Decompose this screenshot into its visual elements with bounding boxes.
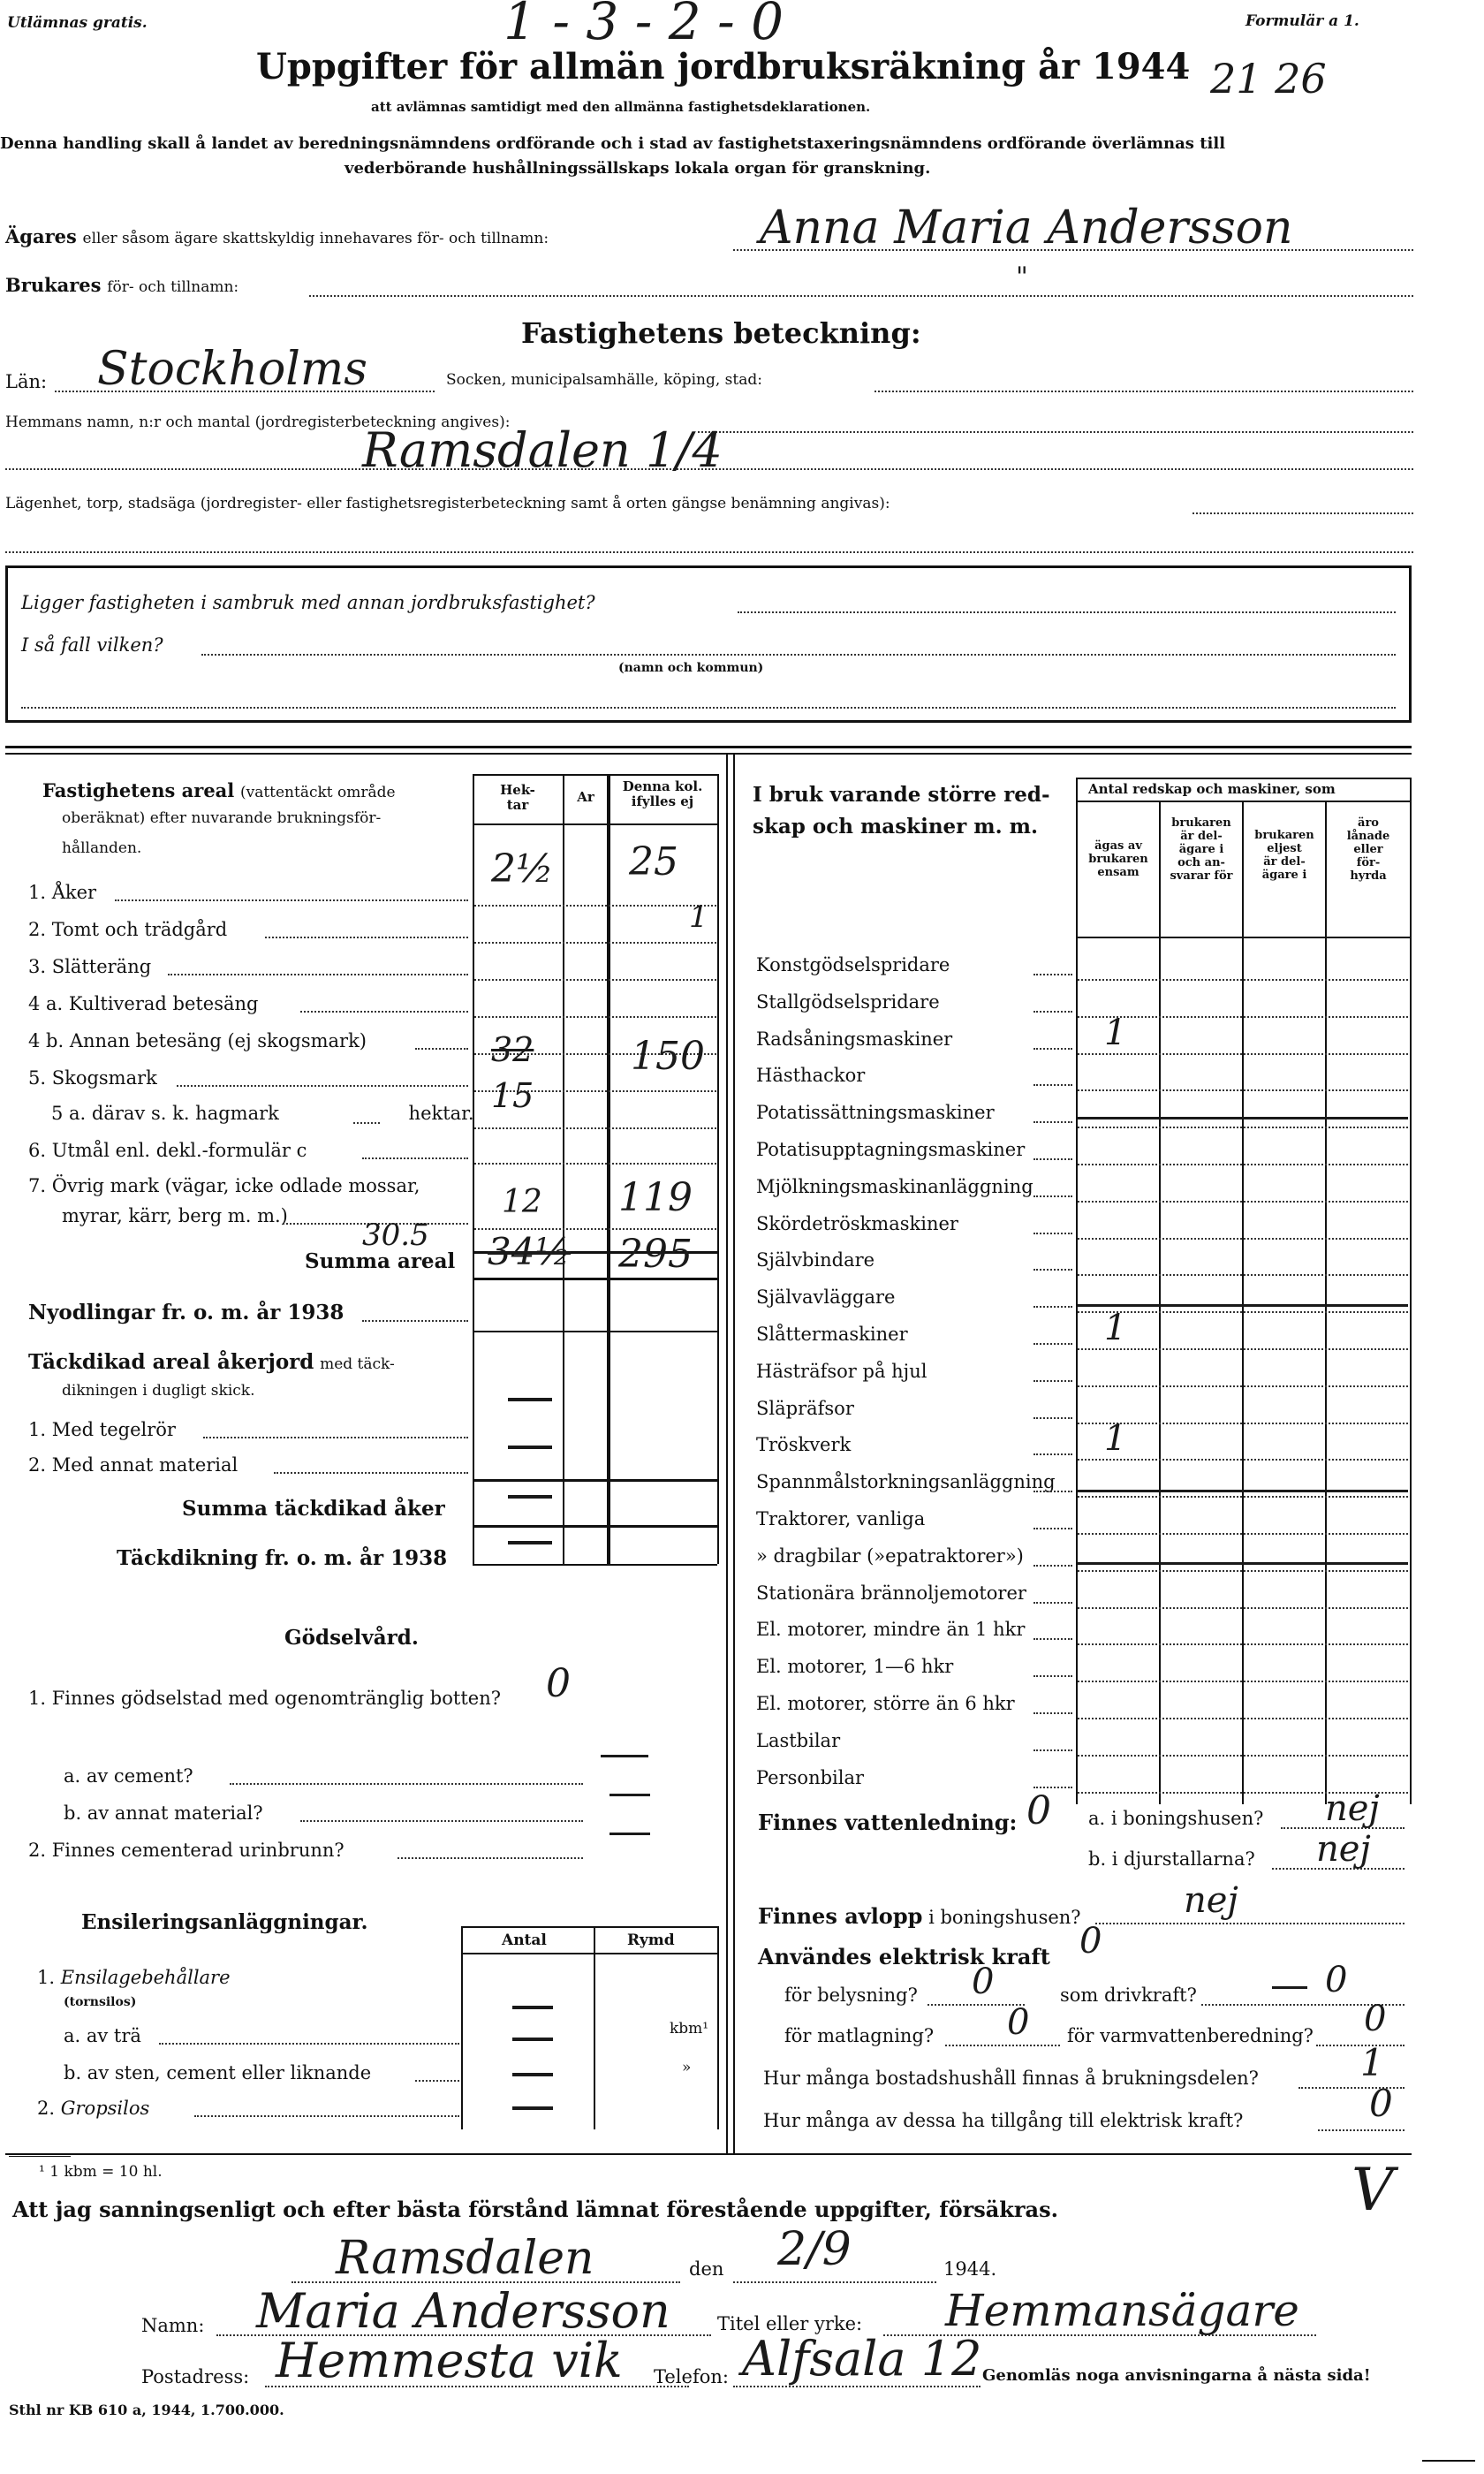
avlopp-label: Finnes avlopp i boningshusen?: [758, 1903, 1081, 1929]
godsel-q2-dash[interactable]: [610, 1833, 650, 1835]
leader-ra: [159, 2043, 459, 2045]
footer-note: Genomläs noga anvisningarna å nästa sida!: [982, 2366, 1371, 2385]
machine-row-label: Hästhackor: [756, 1065, 866, 1086]
godsel-qb: b. av annat material?: [64, 1802, 263, 1824]
machine-row-separator: [1078, 1164, 1408, 1165]
tillgang-value[interactable]: 0: [1369, 2082, 1393, 2125]
godsel-qa-dash[interactable]: [601, 1755, 648, 1757]
handwritten-number: 21 26: [1210, 55, 1327, 102]
machine-row-separator: [1078, 1459, 1408, 1461]
areal-title-2: oberäknat) efter nuvarande brukningsför-: [62, 809, 382, 827]
machine-row-separator: [1078, 1348, 1408, 1350]
aker-denna[interactable]: 25: [629, 839, 678, 884]
machine-row-count[interactable]: 1: [1104, 1013, 1127, 1053]
leader-qb: [300, 1820, 583, 1822]
sambruk-box: [5, 565, 1412, 723]
tillgang-question: Hur många av dessa ha tillgång till elektrisk kraft?: [763, 2110, 1244, 2131]
areal-row-utmal: 6. Utmål enl. dekl.-formulär c: [28, 1140, 307, 1161]
sambruk-line-3: [21, 707, 1396, 709]
sambruk-note: (namn och kommun): [618, 661, 764, 675]
lagenhet-label: Lägenhet, torp, stadsäga (jordregister- eller fastighetsregisterbeteckning samt å orten gängse benämning angivas):: [5, 495, 890, 512]
form-subtitle: att avlämnas samtidigt med den allmänna fastighetsdeklarationen.: [371, 99, 871, 115]
machine-row-separator: [1078, 1607, 1408, 1609]
main-divider-b: [733, 753, 735, 2153]
machine-row-separator: [1078, 1533, 1408, 1535]
user-label: Brukares för- och tillnamn:: [5, 274, 239, 296]
machine-row-leader: [1034, 1565, 1072, 1567]
mach-col-4: [1325, 801, 1327, 1804]
machine-row-leader: [1034, 1675, 1072, 1677]
owner-value[interactable]: Anna Maria Andersson: [760, 201, 1293, 254]
leader-skog: [177, 1085, 468, 1087]
matlagning-label: för matlagning?: [784, 2025, 935, 2046]
areal-row-kultiverad: 4 a. Kultiverad betesäng: [28, 993, 259, 1014]
areal-col-top: [473, 774, 717, 776]
year-label: 1944.: [943, 2258, 997, 2280]
machine-row-label: Traktorer, vanliga: [756, 1508, 926, 1529]
areal-title: Fastighetens areal (vattentäckt område: [42, 779, 396, 801]
free-label: Utlämnas gratis.: [7, 14, 148, 32]
annan-hektar[interactable]: 32: [491, 1030, 534, 1069]
machine-row-separator: [1078, 979, 1408, 981]
user-value[interactable]: ": [1016, 262, 1028, 292]
check-mark: V: [1352, 2156, 1394, 2224]
areal-row-hagmark: 5 a. därav s. k. hagmark hektar.: [51, 1103, 474, 1124]
summa-rule-2: [473, 1278, 717, 1280]
vatten-value[interactable]: 0: [1026, 1788, 1051, 1833]
godsel-q1: 1. Finnes gödselstad med ogenomtränglig botten?: [28, 1688, 501, 1709]
machine-row-label: Radsåningsmaskiner: [756, 1028, 953, 1050]
main-rule-bottom: [5, 2153, 1412, 2155]
summa-tack-label: Summa täckdikad åker: [182, 1497, 445, 1521]
machine-row-label: Hästräfsor på hjul: [756, 1361, 928, 1382]
mach-col3-header: brukaren eljest är del- ägare i: [1254, 829, 1314, 882]
machine-row-leader: [1034, 1491, 1072, 1492]
tack-1938-label: Täckdikning fr. o. m. år 1938: [117, 1546, 448, 1570]
areal-row-tomt: 2. Tomt och trädgård: [28, 919, 228, 940]
machine-row-separator: [1078, 1053, 1408, 1055]
avlopp-value[interactable]: nej: [1184, 1880, 1238, 1921]
titel-label: Titel eller yrke:: [717, 2313, 863, 2334]
socken-line: [874, 391, 1413, 392]
machine-row-separator: [1078, 1127, 1408, 1128]
ens-r2: 2. Gropsilos: [37, 2098, 150, 2119]
matlagning-value[interactable]: 0: [1007, 2002, 1030, 2043]
godsel-title: Gödselvård.: [284, 1626, 419, 1650]
tack-1938-rule: [473, 1525, 717, 1528]
ens-rb-dash[interactable]: [512, 2073, 553, 2076]
el-value[interactable]: 0: [1079, 1921, 1102, 1962]
areal-row-aker: 1. Åker: [28, 882, 97, 903]
machine-row-separator: [1078, 1718, 1408, 1719]
leader-annan: [415, 1048, 468, 1050]
machine-row-label: Mjölkningsmaskinanläggning: [756, 1176, 1034, 1197]
machine-row-label: Självavläggare: [756, 1286, 896, 1308]
machine-row-label: Stationära brännoljemotorer: [756, 1582, 1026, 1604]
ens-ra-dash[interactable]: [512, 2038, 553, 2041]
sambruk-line-1: [738, 611, 1396, 613]
postadress-label: Postadress:: [141, 2366, 250, 2387]
den-label: den: [689, 2258, 724, 2280]
main-rule-top: [5, 746, 1412, 748]
nyodling-label: Nyodlingar fr. o. m. år 1938: [28, 1301, 344, 1324]
machine-row-label: Släpräfsor: [756, 1398, 854, 1419]
machine-row-leader: [1034, 1084, 1072, 1086]
areal-title-3: hållanden.: [62, 839, 142, 857]
leader-tomt: [265, 937, 468, 938]
ens-col-antal: Antal: [502, 1931, 547, 1949]
machine-row-label: El. motorer, mindre än 1 hkr: [756, 1619, 1026, 1640]
belysning-value[interactable]: 0: [972, 1962, 995, 2002]
mach-strike-traktor[interactable]: [1078, 1562, 1408, 1565]
el-label: Användes elektrisk kraft: [758, 1944, 1050, 1969]
machine-row-count[interactable]: 1: [1104, 1308, 1127, 1348]
lan-value[interactable]: Stockholms: [97, 343, 367, 396]
main-divider-a: [726, 753, 728, 2153]
machine-row-leader: [1034, 1380, 1072, 1382]
hushall-question: Hur många bostadshushåll finnas å brukningsdelen?: [763, 2068, 1259, 2089]
machine-row-label: Lastbilar: [756, 1730, 841, 1751]
machine-row-label: Stallgödselspridare: [756, 991, 940, 1013]
godsel-q1-value[interactable]: 0: [546, 1661, 571, 1706]
ens-r1: 1. Ensilagebehållare: [37, 1967, 231, 1988]
leader-q2: [398, 1857, 583, 1859]
leader-rb: [415, 2080, 459, 2082]
vatten-a-label: a. i boningshusen?: [1088, 1808, 1264, 1829]
machine-row-leader: [1034, 1453, 1072, 1455]
socken-label: Socken, municipalsamhälle, köping, stad:: [446, 371, 762, 389]
varmvatten-value[interactable]: 0: [1364, 1999, 1387, 2039]
vatten-b-value[interactable]: nej: [1316, 1829, 1371, 1870]
mach-col-2: [1159, 801, 1161, 1804]
machine-row-count[interactable]: 1: [1104, 1418, 1127, 1459]
machine-row-leader: [1034, 1602, 1072, 1604]
mach-group-header: Antal redskap och maskiner, som: [1088, 781, 1336, 797]
tackdikad-label-2: dikningen i dugligt skick.: [62, 1382, 255, 1400]
ovrig-hektar[interactable]: 12: [502, 1184, 542, 1220]
ens-col-line-3: [717, 1926, 719, 2129]
machine-row-leader: [1034, 1269, 1072, 1271]
machine-row-leader: [1034, 1528, 1072, 1529]
machines-title-2: skap och maskiner m. m.: [753, 815, 1038, 839]
machine-row-label: » dragbilar (»epatraktorer»): [756, 1545, 1024, 1567]
machine-row-separator: [1078, 1238, 1408, 1240]
col-row-sep-4: [474, 1016, 716, 1018]
mach-col4-header: äro lånade eller för- hyrda: [1346, 816, 1390, 883]
annan-denna[interactable]: 150: [631, 1034, 705, 1079]
print-info: Sthl nr KB 610 a, 1944, 1.700.000.: [9, 2402, 284, 2418]
machine-row-leader: [1034, 1749, 1072, 1751]
tegel-dash[interactable]: [508, 1398, 552, 1401]
lan-label: Län:: [5, 371, 48, 392]
hemman-line-1: [698, 431, 1413, 433]
machine-row-label: Skördetröskmaskiner: [756, 1213, 958, 1234]
machine-row-label: Spannmålstorkningsanläggning: [756, 1471, 1056, 1492]
machine-row-label: Konstgödselspridare: [756, 954, 950, 975]
col-denna: Denna kol. ifylles ej: [622, 778, 703, 809]
machine-row-separator: [1078, 1201, 1408, 1203]
owner-label: Ägares eller såsom ägare skattskyldig innehavares för- och tillnamn:: [5, 225, 549, 247]
ens-header-rule: [461, 1953, 717, 1954]
machine-row-leader: [1034, 1195, 1072, 1197]
user-line: [309, 295, 1413, 297]
telefon-label: Telefon:: [654, 2366, 729, 2387]
machine-row-separator: [1078, 1016, 1408, 1018]
tomt-denna[interactable]: 1: [689, 899, 708, 935]
ens-unit: kbm¹: [670, 2020, 709, 2038]
tack-row-annat: 2. Med annat material: [28, 1454, 238, 1476]
machine-row-label: Potatisupptagningsmaskiner: [756, 1139, 1026, 1160]
mach-col-1: [1076, 778, 1078, 1804]
ens-top-rule: [461, 1926, 717, 1928]
tack-bottom-rule: [473, 1564, 717, 1566]
ens-ditto: »: [682, 2059, 692, 2076]
mach-col2-header: brukaren är del- ägare i och an- svarar för: [1170, 816, 1233, 883]
col-row-sep-1: [474, 905, 716, 907]
machine-row-separator: [1078, 1755, 1408, 1757]
machine-row-leader: [1034, 1343, 1072, 1345]
ens-footnote: ¹ 1 kbm = 10 hl.: [39, 2163, 163, 2181]
ens-col-rymd: Rymd: [627, 1931, 675, 1949]
machine-row-leader: [1034, 1712, 1072, 1714]
mach-col1-header: ägas av brukaren ensam: [1088, 839, 1148, 879]
postadress-value[interactable]: Hemmesta vik: [276, 2333, 623, 2388]
machine-row-label: El. motorer, 1—6 hkr: [756, 1656, 954, 1677]
machine-row-separator: [1078, 1570, 1408, 1572]
leader-utmal: [362, 1157, 468, 1159]
mach-col-3: [1242, 801, 1244, 1804]
areal-row-ovrig: 7. Övrig mark (vägar, icke odlade mossar,: [28, 1175, 420, 1196]
place-value[interactable]: Ramsdalen: [336, 2232, 594, 2285]
lagenhet-line-2: [5, 551, 1413, 553]
machine-row-leader: [1034, 1638, 1072, 1640]
form-title: Uppgifter för allmän jordbruksräkning år 1944: [256, 46, 1191, 87]
namn-value[interactable]: Maria Andersson: [256, 2283, 670, 2339]
mach-top-rule: [1076, 778, 1410, 779]
form-label: Formulär a 1.: [1246, 12, 1359, 30]
col-row-sep-8: [474, 1163, 716, 1165]
leader-annat: [274, 1472, 468, 1474]
ens-r1-dash[interactable]: [512, 2006, 553, 2009]
col-ar: Ar: [577, 789, 594, 805]
ens-r1-sub: (tornsilos): [64, 1995, 137, 2009]
summa-denna[interactable]: 295: [618, 1232, 693, 1277]
nyodling-rule: [473, 1331, 717, 1332]
sambruk-question-1: Ligger fastigheten i sambruk med annan jordbruksfastighet?: [21, 592, 595, 613]
col-row-sep-3: [474, 979, 716, 981]
godsel-qb-dash[interactable]: [610, 1794, 650, 1796]
machine-row-separator: [1078, 1496, 1408, 1498]
col-hektar: Hek- tar: [500, 782, 535, 813]
godsel-qa: a. av cement?: [64, 1765, 193, 1787]
mach-strike-spannmal[interactable]: [1078, 1490, 1408, 1492]
sambruk-question-2: I så fall vilken?: [21, 634, 163, 656]
machine-row-label: Självbindare: [756, 1249, 875, 1271]
vatten-b-label: b. i djurstallarna?: [1088, 1848, 1255, 1870]
annat-dash[interactable]: [508, 1446, 552, 1449]
machine-row-leader: [1034, 1011, 1072, 1013]
machine-row-label: Personbilar: [756, 1767, 865, 1788]
machine-row-leader: [1034, 1121, 1072, 1123]
varmvatten-label: för varmvattenberedning?: [1067, 2025, 1314, 2046]
date-line: [733, 2281, 936, 2283]
leader-nyodling: [362, 1320, 468, 1322]
ens-r2-dash[interactable]: [512, 2106, 553, 2110]
machine-row-separator: [1078, 1089, 1408, 1091]
ens-col-line-2: [594, 1926, 595, 2129]
ovrig-denna[interactable]: 119: [618, 1175, 693, 1220]
lagenhet-line-1: [1192, 512, 1413, 514]
tack-1938-dash[interactable]: [508, 1541, 552, 1544]
property-section-title: Fastighetens beteckning:: [521, 316, 921, 350]
godsel-q2: 2. Finnes cementerad urinbrunn?: [28, 1840, 344, 1861]
tackdikad-label: Täckdikad areal åkerjord med täck-: [28, 1350, 395, 1374]
drivkraft-value[interactable]: 0: [1325, 1960, 1348, 2000]
machine-row-separator: [1078, 1274, 1408, 1276]
leader-tegel: [203, 1437, 468, 1438]
matlagning-line: [945, 2045, 1060, 2046]
belysning-label: för belysning?: [784, 1985, 918, 2006]
machine-row-label: Tröskverk: [756, 1434, 852, 1455]
areal-col-line-4: [717, 774, 719, 1564]
drivkraft-dash: [1272, 1986, 1307, 1989]
ens-rb: b. av sten, cement eller liknande: [64, 2062, 372, 2083]
mach-strike-sjalv[interactable]: [1078, 1304, 1408, 1307]
vatten-label: Finnes vattenledning:: [758, 1810, 1018, 1835]
machine-row-leader: [1034, 1417, 1072, 1419]
vatten-a-value[interactable]: nej: [1325, 1788, 1380, 1829]
areal-row-skogsmark: 5. Skogsmark: [28, 1067, 157, 1089]
areal-col-header-bottom: [473, 823, 717, 825]
col-row-sep-7: [474, 1127, 716, 1129]
machine-row-separator: [1078, 1681, 1408, 1682]
machine-row-leader: [1034, 974, 1072, 975]
leader-slattering: [168, 974, 468, 975]
areal-row-slattering: 3. Slätteräng: [28, 956, 152, 977]
machine-row-separator: [1078, 1311, 1408, 1313]
machine-row-label: Potatissättningsmaskiner: [756, 1102, 995, 1123]
machine-row-separator: [1078, 1423, 1408, 1424]
titel-value[interactable]: Hemmansägare: [945, 2285, 1299, 2336]
ensilering-title: Ensileringsanläggningar.: [81, 1910, 368, 1934]
leader-aker: [115, 899, 468, 901]
machine-row-label: Slåttermaskiner: [756, 1324, 908, 1345]
tack-sum-rule: [473, 1479, 717, 1482]
aker-hektar[interactable]: 2½: [491, 846, 554, 892]
hemman-label: Hemmans namn, n:r och mantal (jordregisterbeteckning angives):: [5, 414, 511, 431]
leader-qa: [230, 1783, 583, 1785]
mach-strike-potatis[interactable]: [1078, 1117, 1408, 1119]
tack-row-tegelror: 1. Med tegelrör: [28, 1419, 176, 1440]
summa-areal-label: Summa areal: [305, 1249, 456, 1273]
declaration-text: Att jag sanningsenligt och efter bästa förstånd lämnat förestående uppgifter, försäkras.: [12, 2197, 1058, 2222]
sambruk-line-2: [201, 654, 1396, 656]
summa-tack-dash[interactable]: [508, 1495, 552, 1499]
summa-hektar[interactable]: 34½: [488, 1230, 572, 1273]
areal-col-line-1: [473, 774, 474, 1564]
telefon-value[interactable]: Alfsala 12: [742, 2331, 982, 2387]
areal-col-line-2: [563, 774, 564, 1564]
ens-ra: a. av trä: [64, 2025, 141, 2046]
tillgang-line: [1318, 2129, 1404, 2131]
machine-row-separator: [1078, 1643, 1408, 1645]
machine-row-leader: [1034, 1233, 1072, 1234]
areal-row-ovrig-2: myrar, kärr, berg m. m.): [62, 1205, 288, 1226]
areal-col-line-3: [607, 774, 610, 1564]
hushall-value[interactable]: 1: [1360, 2041, 1384, 2084]
leader-hagmark: [353, 1122, 380, 1124]
instructions-line-1: Denna handling skall å landet av beredningsnämndens ordförande och i stad av fastighetstaxeringsnämndens ordförande överlämnas till: [0, 134, 1226, 153]
machine-row-leader: [1034, 1158, 1072, 1160]
mach-col-5: [1410, 778, 1412, 1804]
machine-row-leader: [1034, 1048, 1072, 1050]
machine-row-label: El. motorer, större än 6 hkr: [756, 1693, 1015, 1714]
ens-col-line-1: [461, 1926, 463, 2129]
instructions-line-2: vederbörande hushållningssällskaps lokala organ för granskning.: [344, 159, 931, 178]
summa-hektar-correction[interactable]: 30.5: [362, 1218, 429, 1253]
machines-title-1: I bruk varande större red-: [753, 783, 1050, 807]
namn-label: Namn:: [141, 2315, 205, 2336]
machine-row-separator: [1078, 1385, 1408, 1387]
main-rule-top-2: [5, 753, 1412, 755]
hemman-value[interactable]: Ramsdalen 1/4: [362, 422, 723, 478]
footnote-rule: [9, 2156, 71, 2157]
areal-row-annan-betesang: 4 b. Annan betesäng (ej skogsmark): [28, 1030, 367, 1051]
corner-mark: [1422, 2460, 1475, 2462]
date-value[interactable]: 2/9: [777, 2223, 852, 2276]
handwritten-code: 1 - 3 - 2 - 0: [504, 0, 784, 51]
leader-r2: [194, 2115, 459, 2117]
drivkraft-label: som drivkraft?: [1060, 1985, 1197, 2006]
col-row-sep-2: [474, 942, 716, 944]
avlopp-line: [1095, 1923, 1404, 1924]
skog-hektar[interactable]: 15: [491, 1076, 534, 1115]
machine-row-leader: [1034, 1306, 1072, 1308]
leader-kultiverad: [300, 1011, 468, 1013]
